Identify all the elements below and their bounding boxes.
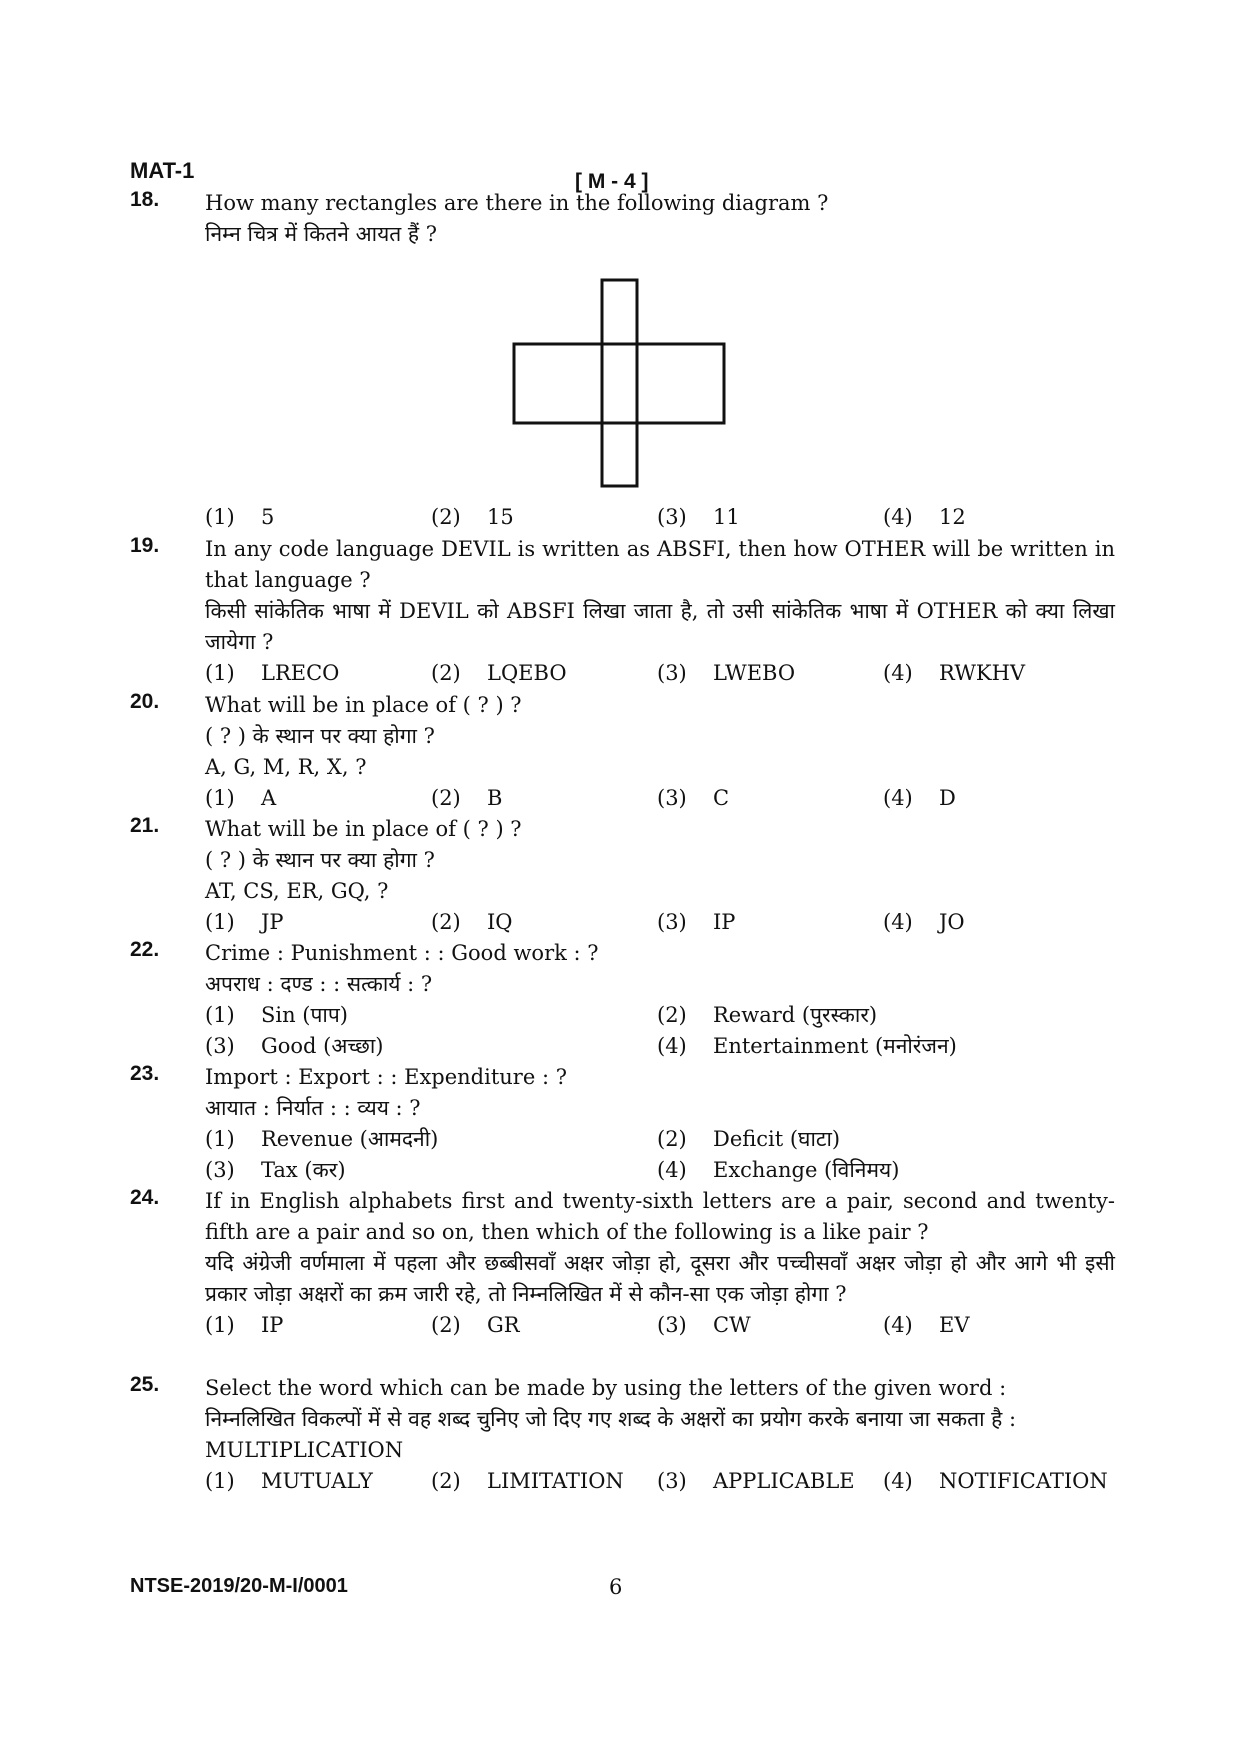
option-4[interactable]: (4) JO xyxy=(883,910,965,934)
question-text-en: If in English alphabets first and twenty-sixth letters are a pair, second and twenty-fifth are a pair and so on, then which of the following is a like pair ? xyxy=(205,1189,1115,1244)
option-3[interactable]: (3) APPLICABLE xyxy=(657,1469,855,1493)
option-2[interactable]: (2) LQEBO xyxy=(431,661,567,685)
option-1[interactable]: (1) IP xyxy=(205,1313,284,1337)
question-22 xyxy=(130,938,1115,1062)
question-number: 25. xyxy=(130,1373,160,1396)
vertical-rectangle xyxy=(602,280,637,486)
paper-code: MAT-1 xyxy=(130,158,195,183)
question-24 xyxy=(130,1186,1115,1341)
question-text-en: What will be in place of ( ? ) ? xyxy=(205,817,522,841)
option-4[interactable]: (4) RWKHV xyxy=(883,661,1026,685)
rectangles-diagram xyxy=(512,278,726,488)
question-series: MULTIPLICATION xyxy=(205,1438,404,1462)
option-2[interactable]: (2) B xyxy=(431,786,503,810)
footer-paper-code: NTSE-2019/20-M-I/0001 xyxy=(130,1575,348,1597)
page-marker: [ M - 4 ] xyxy=(575,170,649,193)
option-3[interactable]: (3) CW xyxy=(657,1313,751,1337)
option-3[interactable]: (3) IP xyxy=(657,910,736,934)
option-1[interactable]: (1) JP xyxy=(205,910,284,934)
question-series: AT, CS, ER, GQ, ? xyxy=(205,879,389,903)
option-2[interactable]: (2) GR xyxy=(431,1313,520,1337)
question-text-hi: निम्नलिखित विकल्पों में से वह शब्द चुनिए जो दिए गए शब्द के अक्षरों का प्रयोग करके बनाया जा सकता है : xyxy=(205,1407,1017,1431)
question-text-en: How many rectangles are there in the following diagram ? xyxy=(205,191,829,215)
question-19 xyxy=(130,534,1115,689)
question-text-hi: अपराध : दण्ड : : सत्कार्य : ? xyxy=(205,972,433,996)
option-4[interactable]: (4) NOTIFICATION xyxy=(883,1469,1108,1493)
option-4[interactable]: (4) Exchange (विनिमय) xyxy=(657,1158,900,1182)
option-2[interactable]: (2) Reward (पुरस्कार) xyxy=(657,1003,878,1027)
option-2[interactable]: (2) LIMITATION xyxy=(431,1469,624,1493)
question-text-en: Select the word which can be made by using the letters of the given word : xyxy=(205,1376,1007,1400)
question-number: 18. xyxy=(130,188,160,211)
option-3[interactable]: (3) 11 xyxy=(657,505,740,529)
question-number: 22. xyxy=(130,938,160,961)
option-4[interactable]: (4) Entertainment (मनोरंजन) xyxy=(657,1034,957,1058)
question-21 xyxy=(130,814,1115,938)
question-text-hi: किसी सांकेतिक भाषा में DEVIL को ABSFI लिखा जाता है, तो उसी सांकेतिक भाषा में OTHER को क्या लिखा जायेगा ? xyxy=(205,599,1115,654)
option-4[interactable]: (4) D xyxy=(883,786,956,810)
horizontal-rectangle xyxy=(514,344,724,423)
question-text-en: Import : Export : : Expenditure : ? xyxy=(205,1065,567,1089)
option-2[interactable]: (2) Deficit (घाटा) xyxy=(657,1127,841,1151)
question-number: 19. xyxy=(130,534,160,557)
question-text-en: In any code language DEVIL is written as ABSFI, then how OTHER will be written in that language ? xyxy=(205,537,1115,592)
question-number: 21. xyxy=(130,814,160,837)
option-1[interactable]: (1) MUTUALY xyxy=(205,1469,373,1493)
option-1[interactable]: (1) LRECO xyxy=(205,661,340,685)
option-2[interactable]: (2) 15 xyxy=(431,505,514,529)
option-1[interactable]: (1) Sin (पाप) xyxy=(205,1003,348,1027)
option-4[interactable]: (4) EV xyxy=(883,1313,970,1337)
question-20 xyxy=(130,690,1115,814)
option-1[interactable]: (1) 5 xyxy=(205,505,275,529)
question-text-hi: निम्न चित्र में कितने आयत हैं ? xyxy=(205,222,438,246)
question-text-en: What will be in place of ( ? ) ? xyxy=(205,693,522,717)
question-text-hi: ( ? ) के स्थान पर क्या होगा ? xyxy=(205,724,435,748)
question-number: 24. xyxy=(130,1186,160,1209)
question-text-hi: यदि अंग्रेजी वर्णमाला में पहला और छब्बीसवाँ अक्षर जोड़ा हो, दूसरा और पच्चीसवाँ अक्षर जोड़ा हो और आगे भी इसी प्रकार जोड़ा अक्षरों का क्रम जारी रहे, तो निम्नलिखित में से कौन-सा एक जोड़ा होगा ? xyxy=(205,1251,1115,1306)
question-23 xyxy=(130,1062,1115,1186)
option-3[interactable]: (3) LWEBO xyxy=(657,661,796,685)
option-3[interactable]: (3) C xyxy=(657,786,730,810)
question-number: 20. xyxy=(130,690,160,713)
option-1[interactable]: (1) A xyxy=(205,786,277,810)
question-18 xyxy=(130,188,1115,250)
page-number: 6 xyxy=(609,1575,623,1599)
options-18 xyxy=(130,502,1115,533)
option-3[interactable]: (3) Tax (कर) xyxy=(205,1158,346,1182)
question-text-hi: ( ? ) के स्थान पर क्या होगा ? xyxy=(205,848,435,872)
option-1[interactable]: (1) Revenue (आमदनी) xyxy=(205,1127,439,1151)
option-3[interactable]: (3) Good (अच्छा) xyxy=(205,1034,384,1058)
question-series: A, G, M, R, X, ? xyxy=(205,755,367,779)
option-2[interactable]: (2) IQ xyxy=(431,910,513,934)
option-4[interactable]: (4) 12 xyxy=(883,505,966,529)
question-number: 23. xyxy=(130,1062,160,1085)
question-25 xyxy=(130,1373,1115,1497)
question-text-en: Crime : Punishment : : Good work : ? xyxy=(205,941,599,965)
question-text-hi: आयात : निर्यात : : व्यय : ? xyxy=(205,1096,421,1120)
